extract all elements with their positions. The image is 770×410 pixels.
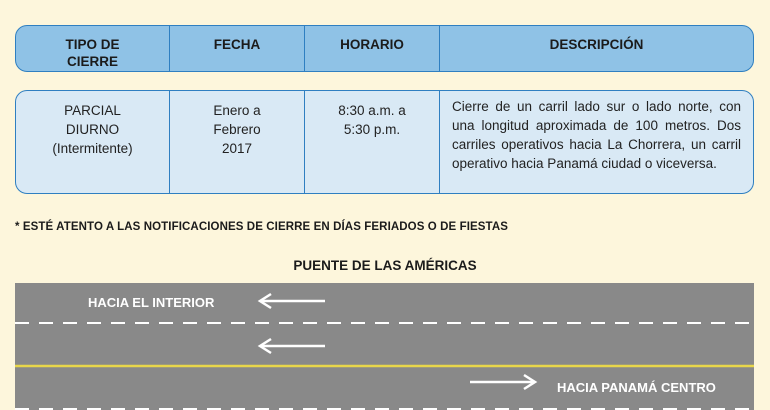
table-header (15, 25, 754, 72)
arrow-right-icon (470, 375, 535, 389)
header-tipo (16, 26, 170, 71)
cell-tipo (16, 91, 170, 193)
table-row (15, 90, 754, 194)
header-tipo-l1: TIPO DE (65, 37, 120, 52)
header-descripcion: DESCRIPCIÓN (549, 37, 644, 52)
bridge-title: PUENTE DE LAS AMÉRICAS (293, 258, 477, 273)
cell-fecha (170, 91, 305, 193)
cell-fecha-l1: Enero a (213, 103, 261, 118)
cell-tipo-l2: DIURNO (65, 122, 120, 137)
header-fecha: FECHA (170, 26, 305, 71)
cell-horario-l2: 5:30 p.m. (343, 122, 401, 137)
header-tipo-l2: CIERRE (66, 54, 118, 69)
holiday-note: * ESTÉ ATENTO A LAS NOTIFICACIONES DE CIERRE EN DÍAS FERIADOS O DE FIESTAS (15, 221, 508, 233)
cell-horario-l1: 8:30 a.m. a (338, 103, 406, 118)
cell-fecha-l3: 2017 (221, 141, 253, 156)
arrow-left-icon (260, 339, 325, 353)
cell-descripcion: Cierre de un carril lado sur o lado norte, con una longitud aproximada de 100 metros. Dos carriles operativos hacia La Chorrera, un carril operativo hacia Panamá ciudad o viceversa. (452, 99, 741, 171)
cell-horario (305, 91, 440, 193)
cell-tipo-l1: PARCIAL (64, 103, 121, 118)
header-horario: HORARIO (305, 26, 440, 71)
cell-fecha-l2: Febrero (213, 122, 261, 137)
arrow-left-icon (260, 294, 325, 308)
cell-tipo-l3: (Intermitente) (52, 141, 133, 156)
lane-label-interior: HACIA EL INTERIOR (88, 295, 215, 310)
road-diagram (15, 283, 754, 410)
lane-label-panama: HACIA PANAMÁ CENTRO (557, 380, 716, 395)
